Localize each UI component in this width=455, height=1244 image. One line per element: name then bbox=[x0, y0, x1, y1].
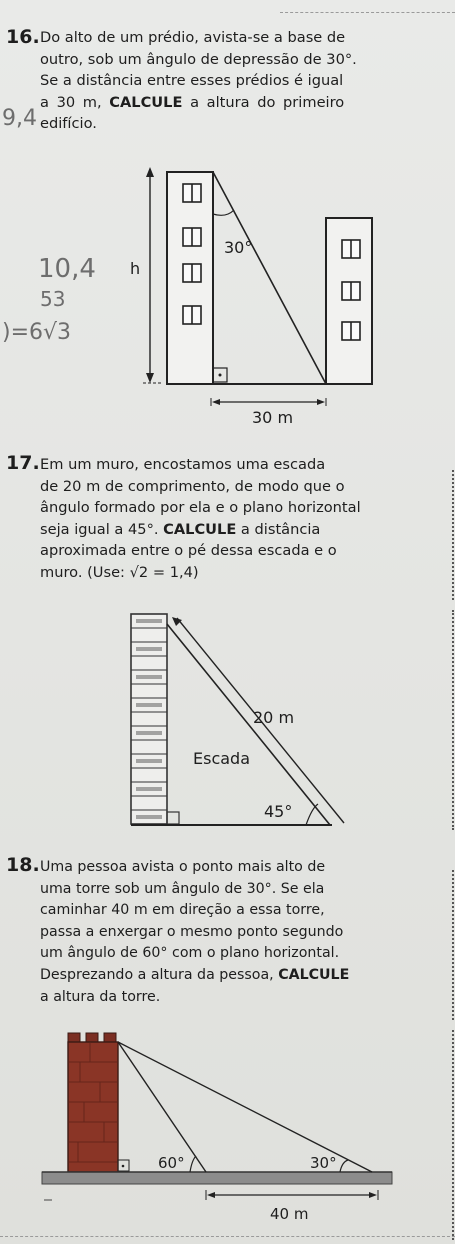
angle-label: 30° bbox=[224, 238, 253, 257]
text-line: Em um muro, encostamos uma escada bbox=[40, 456, 326, 473]
separator bbox=[0, 1236, 455, 1237]
text-line: a altura da torre. bbox=[40, 988, 161, 1005]
problem-number: 17. bbox=[6, 452, 40, 474]
text-line: outro, sob um ângulo de depressão de 30°. bbox=[40, 50, 357, 68]
text-line: muro. (Use: √2 = 1,4) bbox=[40, 563, 199, 581]
angle-label: 60° bbox=[158, 1154, 185, 1172]
text-line: passa a enxergar o mesmo ponto segundo bbox=[40, 923, 344, 940]
handwritten-note: 9,4 bbox=[2, 106, 37, 131]
problem-number: 16. bbox=[6, 26, 40, 48]
length-label: 20 m bbox=[253, 708, 295, 727]
margin-dots bbox=[449, 1030, 454, 1240]
text-line: Desprezando a altura da pessoa, CALCULE bbox=[40, 966, 350, 983]
height-label: h bbox=[130, 259, 141, 278]
ground-bar bbox=[42, 1172, 392, 1184]
text-line: Do alto de um prédio, avista-se a base de bbox=[40, 29, 346, 46]
text-line: edifício. bbox=[40, 115, 97, 133]
handwritten-note: )=6√3 bbox=[2, 320, 72, 345]
angle-label: 30° bbox=[310, 1154, 337, 1172]
problem-number: 18. bbox=[6, 854, 40, 876]
handwritten-note: 53 bbox=[40, 287, 66, 311]
text-line: seja igual a 45°. CALCULE a distância bbox=[40, 520, 321, 538]
text-line: Se a distância entre esses prédios é igual bbox=[40, 72, 344, 90]
text-line: uma torre sob um ângulo de 30°. Se ela bbox=[40, 880, 325, 897]
text-line: um ângulo de 60° com o plano horizontal. bbox=[40, 945, 340, 962]
distance-label: 30 m bbox=[252, 408, 294, 427]
distance-label: 40 m bbox=[270, 1205, 309, 1223]
angle-label: 45° bbox=[264, 802, 293, 821]
text-line: caminhar 40 m em direção a essa torre, bbox=[40, 902, 325, 919]
sight-line-60 bbox=[118, 1042, 206, 1172]
sight-line-30 bbox=[118, 1042, 372, 1172]
text-line: aproximada entre o pé dessa escada e o bbox=[40, 542, 337, 560]
handwritten-note: 10,4 bbox=[38, 254, 96, 284]
text-line: Uma pessoa avista o ponto mais alto de bbox=[40, 859, 326, 875]
ladder-label: Escada bbox=[193, 749, 251, 768]
text-line: de 20 m de comprimento, de modo que o bbox=[40, 477, 345, 495]
text-line: ângulo formado por ela e o plano horizontal bbox=[40, 499, 361, 517]
text-line: a 30 m, CALCULE a altura do primeiro bbox=[40, 93, 345, 111]
